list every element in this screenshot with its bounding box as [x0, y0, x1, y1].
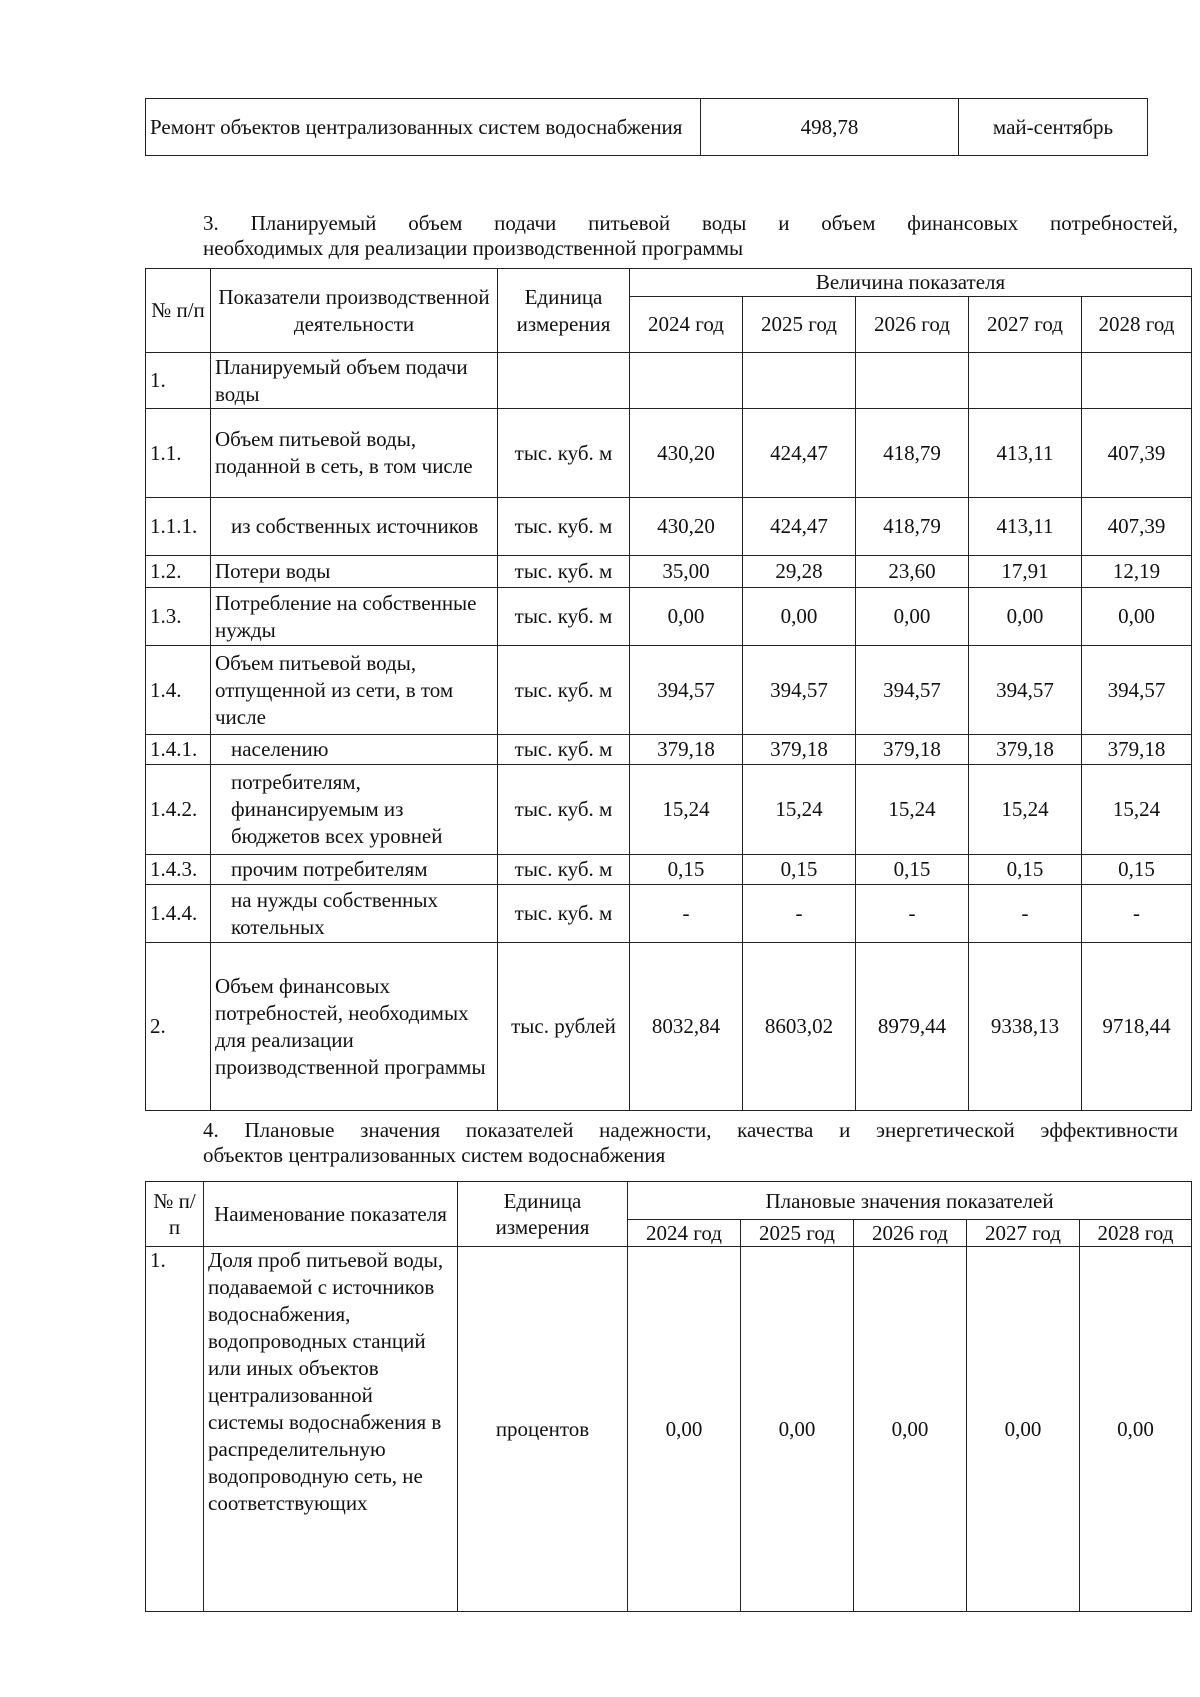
row-value — [856, 353, 969, 409]
row-value: - — [630, 885, 743, 943]
row-value: 0,00 — [856, 588, 969, 646]
row-value: 407,39 — [1082, 409, 1192, 498]
repair-table — [145, 98, 1148, 156]
row-value: 407,39 — [1082, 498, 1192, 556]
row-value: 0,15 — [856, 855, 969, 885]
row-number: 1. — [146, 1247, 204, 1612]
row-indicator: Потери воды — [211, 556, 498, 588]
row-indicator: на нужды собственных котельных — [211, 885, 498, 943]
row-value: 379,18 — [969, 735, 1082, 765]
col-name-header: Наименование показателя — [204, 1182, 458, 1247]
row-unit: тыс. куб. м — [498, 765, 630, 855]
col-unit-header: Единица измерения — [498, 269, 630, 353]
row-indicator: Объем финансовых потребностей, необходимых для реализации производственной программы — [211, 943, 498, 1111]
row-value: - — [856, 885, 969, 943]
section-3-heading-line-1: 3. Планируемый объем подачи питьевой воды и объем финансовых потребностей, — [203, 211, 1178, 235]
row-value: 430,20 — [630, 498, 743, 556]
row-value: 394,57 — [969, 646, 1082, 735]
row-value: 418,79 — [856, 409, 969, 498]
row-number: 1. — [146, 353, 211, 409]
row-indicator: Потребление на собственные нужды — [211, 588, 498, 646]
row-value: 0,15 — [1082, 855, 1192, 885]
row-value: 394,57 — [856, 646, 969, 735]
row-unit: тыс. куб. м — [498, 498, 630, 556]
row-value: 15,24 — [969, 765, 1082, 855]
row-value: - — [969, 885, 1082, 943]
row-value: 15,24 — [856, 765, 969, 855]
row-value: 0,00 — [1080, 1247, 1192, 1612]
row-value: 8603,02 — [743, 943, 856, 1111]
year-header: 2026 год — [856, 297, 969, 353]
row-value: 12,19 — [1082, 556, 1192, 588]
row-value: 8032,84 — [630, 943, 743, 1111]
row-unit: тыс. куб. м — [498, 735, 630, 765]
row-value: 23,60 — [856, 556, 969, 588]
year-header: 2028 год — [1082, 297, 1192, 353]
col-num-header: № п/п — [146, 269, 211, 353]
row-indicator: Объем питьевой воды, отпущенной из сети, в том числе — [211, 646, 498, 735]
col-indicator-header: Показатели производственной деятельности — [211, 269, 498, 353]
table-row — [146, 765, 1192, 855]
row-value: 29,28 — [743, 556, 856, 588]
row-value: 0,00 — [967, 1247, 1080, 1612]
row-value: 0,00 — [628, 1247, 741, 1612]
row-value: 0,00 — [630, 588, 743, 646]
table-row — [146, 409, 1192, 498]
row-indicator: прочим потребителям — [211, 855, 498, 885]
row-value: 9718,44 — [1082, 943, 1192, 1111]
row-unit: тыс. куб. м — [498, 556, 630, 588]
row-unit — [498, 353, 630, 409]
row-value: 35,00 — [630, 556, 743, 588]
table-row — [146, 646, 1192, 735]
year-header: 2025 год — [743, 297, 856, 353]
table-row — [146, 353, 1192, 409]
table-row — [146, 99, 1148, 156]
row-value: 0,00 — [741, 1247, 854, 1612]
row-value: 17,91 — [969, 556, 1082, 588]
row-unit: тыс. куб. м — [498, 885, 630, 943]
row-number: 2. — [146, 943, 211, 1111]
repair-period: май-сентябрь — [959, 99, 1148, 156]
row-value: 394,57 — [743, 646, 856, 735]
row-value: 379,18 — [856, 735, 969, 765]
row-unit: тыс. куб. м — [498, 646, 630, 735]
row-value — [1082, 353, 1192, 409]
row-value: 379,18 — [1082, 735, 1192, 765]
row-value — [969, 353, 1082, 409]
row-value: 15,24 — [1082, 765, 1192, 855]
year-header: 2027 год — [967, 1220, 1080, 1247]
row-number: 1.4.1. — [146, 735, 211, 765]
row-value: 379,18 — [630, 735, 743, 765]
row-number: 1.4.3. — [146, 855, 211, 885]
table-row — [146, 556, 1192, 588]
row-value: 15,24 — [743, 765, 856, 855]
row-value: 0,00 — [969, 588, 1082, 646]
row-number: 1.4.4. — [146, 885, 211, 943]
section-4-heading-line-1: 4. Плановые значения показателей надежности, качества и энергетической эффективности — [203, 1118, 1178, 1142]
col-num-header: № п/п — [146, 1182, 204, 1247]
row-indicator: Планируемый объем подачи воды — [211, 353, 498, 409]
row-indicator: населению — [211, 735, 498, 765]
row-value: 0,15 — [743, 855, 856, 885]
row-value: 0,00 — [1082, 588, 1192, 646]
row-value: 413,11 — [969, 498, 1082, 556]
section-3-heading-line-2: необходимых для реализации производственной программы — [203, 236, 744, 260]
repair-name: Ремонт объектов централизованных систем водоснабжения — [146, 99, 701, 156]
year-header: 2025 год — [741, 1220, 854, 1247]
year-header: 2026 год — [854, 1220, 967, 1247]
row-indicator: потребителям, финансируемым из бюджетов всех уровней — [211, 765, 498, 855]
row-value: - — [743, 885, 856, 943]
row-indicator: Объем питьевой воды, поданной в сеть, в том числе — [211, 409, 498, 498]
table-row — [146, 1247, 1192, 1612]
row-value: 0,15 — [630, 855, 743, 885]
row-value: 394,57 — [1082, 646, 1192, 735]
row-value: 0,15 — [969, 855, 1082, 885]
table-row — [146, 735, 1192, 765]
row-number: 1.1.1. — [146, 498, 211, 556]
row-indicator: из собственных источников — [211, 498, 498, 556]
row-value: 430,20 — [630, 409, 743, 498]
row-unit: тыс. куб. м — [498, 588, 630, 646]
row-number: 1.4. — [146, 646, 211, 735]
row-unit: тыс. рублей — [498, 943, 630, 1111]
col-unit-header: Единица измерения — [458, 1182, 628, 1247]
row-value: 424,47 — [743, 498, 856, 556]
row-number: 1.4.2. — [146, 765, 211, 855]
year-header: 2024 год — [630, 297, 743, 353]
row-indicator: Доля проб питьевой воды, подаваемой с источников водоснабжения, водопроводных станций или иных объектов централизованной системы водоснабжения в распределительную водопроводную сеть, не соответствующих — [204, 1247, 458, 1612]
quality-indicators-table — [145, 1181, 1192, 1612]
water-volume-table — [145, 268, 1192, 1111]
row-value: 394,57 — [630, 646, 743, 735]
row-value: 9338,13 — [969, 943, 1082, 1111]
row-value: - — [1082, 885, 1192, 943]
row-value: 418,79 — [856, 498, 969, 556]
section-4-heading-line-2: объектов централизованных систем водоснабжения — [203, 1143, 666, 1167]
row-value: 15,24 — [630, 765, 743, 855]
row-number: 1.2. — [146, 556, 211, 588]
row-value: 379,18 — [743, 735, 856, 765]
row-value: 413,11 — [969, 409, 1082, 498]
row-number: 1.1. — [146, 409, 211, 498]
year-header: 2027 год — [969, 297, 1082, 353]
row-unit: процентов — [458, 1247, 628, 1612]
row-unit: тыс. куб. м — [498, 855, 630, 885]
row-value: 424,47 — [743, 409, 856, 498]
table-row — [146, 588, 1192, 646]
col-value-header: Величина показателя — [630, 269, 1192, 297]
row-unit: тыс. куб. м — [498, 409, 630, 498]
row-number: 1.3. — [146, 588, 211, 646]
table-header-row — [146, 1182, 1192, 1220]
section-4-heading — [145, 1118, 1178, 1168]
col-value-header: Плановые значения показателей — [628, 1182, 1192, 1220]
year-header: 2028 год — [1080, 1220, 1192, 1247]
table-row — [146, 498, 1192, 556]
year-header: 2024 год — [628, 1220, 741, 1247]
row-value — [743, 353, 856, 409]
section-3-heading — [145, 211, 1178, 261]
repair-amount: 498,78 — [701, 99, 959, 156]
row-value — [630, 353, 743, 409]
row-value: 0,00 — [854, 1247, 967, 1612]
row-value: 8979,44 — [856, 943, 969, 1111]
row-value: 0,00 — [743, 588, 856, 646]
table-row — [146, 943, 1192, 1111]
table-header-row — [146, 269, 1192, 297]
table-row — [146, 885, 1192, 943]
table-row — [146, 855, 1192, 885]
